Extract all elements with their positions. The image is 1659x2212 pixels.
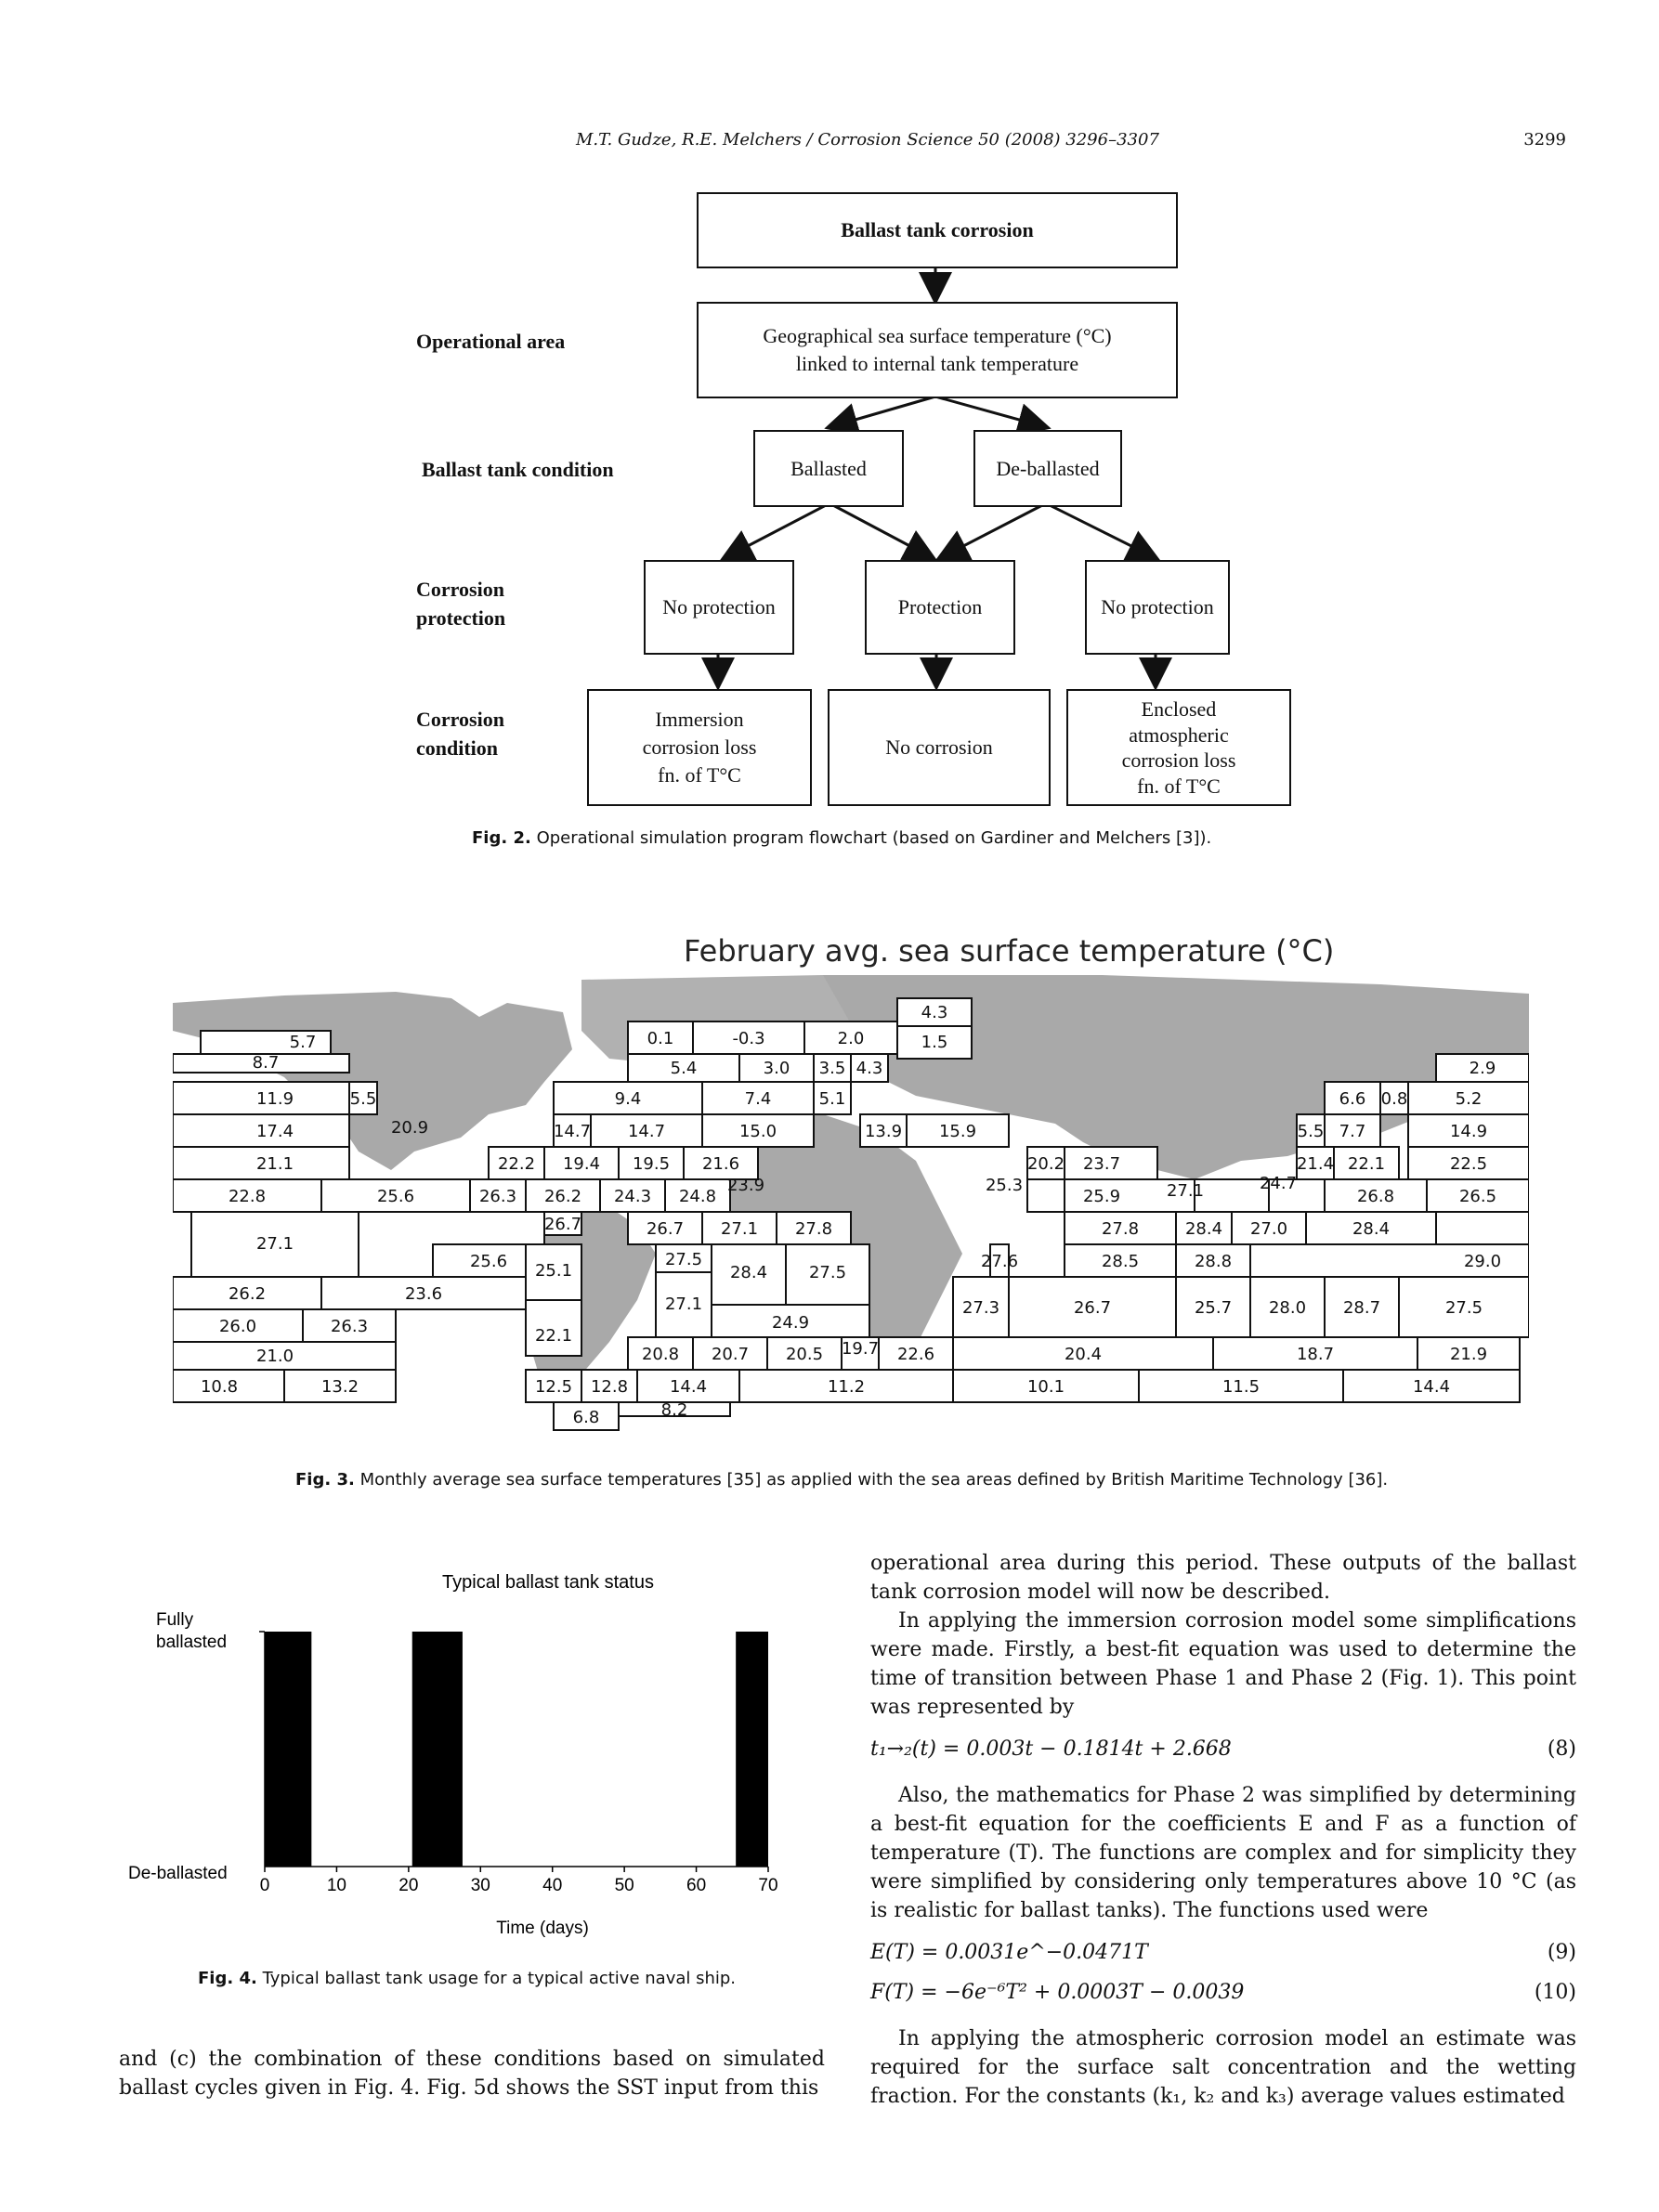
sst-value: 20.4 <box>1064 1345 1103 1364</box>
sst-value: 28.4 <box>729 1263 768 1282</box>
sst-value: 28.7 <box>1342 1298 1381 1318</box>
fig4-caption-label: Fig. 4. <box>198 1969 257 1988</box>
equation-10-number: (10) <box>1534 1981 1576 2004</box>
label-tank-condition: Ballast tank condition <box>422 458 614 481</box>
page-number: 3299 <box>1523 130 1566 150</box>
sst-value: 26.8 <box>1356 1187 1395 1206</box>
sst-value: 3.0 <box>763 1059 790 1078</box>
x-tick-label: 30 <box>470 1876 490 1895</box>
sst-value: 4.3 <box>856 1059 883 1078</box>
y-label-deballasted: De-ballasted <box>128 1864 228 1883</box>
x-tick-label: 50 <box>614 1876 634 1895</box>
sst-box-line1: Geographical sea surface temperature (°C) <box>763 324 1112 348</box>
sst-value: 14.9 <box>1449 1122 1488 1141</box>
journal-citation: M.T. Gudze, R.E. Melchers / Corrosion Science 50 (2008) 3296–3307 <box>576 130 1159 150</box>
protection-label: Protection <box>897 595 983 619</box>
sst-value: 4.3 <box>921 1003 948 1022</box>
sst-value: 29.0 <box>1463 1252 1502 1271</box>
label-corrosion-protection-line2: protection <box>416 605 506 630</box>
ballasted-bar <box>412 1632 463 1867</box>
ballasted-bar <box>736 1632 768 1867</box>
paragraph-4: In applying the atmospheric corrosion model an estimate was required for the surface salt concentration and the wetting fraction. For the constants (k₁, k₂ and k₃) average values estimated <box>870 2027 1576 2108</box>
sst-value: 25.9 <box>1082 1187 1121 1206</box>
fig4-caption <box>198 1969 736 1988</box>
ballast-tank-corrosion-box <box>697 192 1178 268</box>
x-tick-label: 60 <box>686 1876 707 1895</box>
enclosed-line2: atmospheric <box>1129 722 1229 747</box>
sst-value: 27.0 <box>1249 1219 1288 1239</box>
sst-value: 27.1 <box>664 1295 703 1314</box>
sst-value: 27.8 <box>1101 1219 1140 1239</box>
sea-temperature-map <box>173 975 1529 1439</box>
sst-value: 26.2 <box>228 1284 267 1304</box>
sst-value: 28.4 <box>1184 1219 1223 1239</box>
sst-value: 19.4 <box>562 1154 601 1174</box>
enclosed-line4: fn. of T°C <box>1137 774 1221 798</box>
sst-value: 0.8 <box>1380 1089 1408 1109</box>
sst-value: 27.5 <box>1444 1298 1483 1318</box>
label-corrosion-condition-line1: Corrosion <box>416 708 504 731</box>
sst-value: 18.7 <box>1296 1345 1335 1364</box>
sst-value: 1.5 <box>921 1033 948 1052</box>
sst-value: 2.0 <box>837 1029 865 1048</box>
fig2-caption-text: Operational simulation program flowchart (based on Gardiner and Melchers [3]). <box>536 828 1212 848</box>
sst-value: 25.1 <box>534 1261 573 1281</box>
enclosed-line1: Enclosed <box>1141 697 1217 721</box>
sst-value: 27.1 <box>1166 1181 1205 1201</box>
equation-9 <box>870 1941 1576 1964</box>
equation-9-expr: E(T) = 0.0031e^−0.0471T <box>870 1941 1148 1964</box>
y-label-fully: Fully <box>156 1610 194 1630</box>
sst-value: 13.9 <box>864 1122 903 1141</box>
fig3-caption-text: Monthly average sea surface temperatures [35] as applied with the sea areas defined by British Maritime Technology [36]. <box>359 1470 1389 1490</box>
immersion-line1: Immersion <box>655 708 744 732</box>
sst-value: 26.3 <box>478 1187 517 1206</box>
sst-value: 20.9 <box>390 1118 429 1138</box>
sst-value: 8.7 <box>252 1053 280 1073</box>
fig2-caption-label: Fig. 2. <box>472 828 531 848</box>
sst-value: 7.4 <box>744 1089 772 1109</box>
sst-value: 14.4 <box>1412 1377 1451 1397</box>
sst-value: 23.9 <box>726 1176 765 1195</box>
fig3-caption-label: Fig. 3. <box>295 1470 355 1490</box>
sst-value: 15.9 <box>938 1122 977 1141</box>
no-protection-right-box <box>1085 560 1230 655</box>
immersion-line3: fn. of T°C <box>658 762 741 787</box>
sst-value: 14.7 <box>553 1122 592 1141</box>
sst-value: 21.0 <box>255 1347 294 1366</box>
sst-value: 6.8 <box>572 1408 600 1427</box>
sst-value: 6.6 <box>1339 1089 1366 1109</box>
sst-value: 9.4 <box>614 1089 642 1109</box>
sst-value: 28.8 <box>1194 1252 1233 1271</box>
fig2-caption <box>472 828 1211 848</box>
x-tick-label: 20 <box>398 1876 419 1895</box>
sst-value: 26.7 <box>646 1219 685 1239</box>
sst-value: 26.3 <box>330 1317 369 1336</box>
sst-value: 19.5 <box>632 1154 671 1174</box>
sst-value: 27.8 <box>794 1219 833 1239</box>
sst-value: 23.6 <box>404 1284 443 1304</box>
ballasted-box <box>753 430 904 507</box>
ballasted-label: Ballasted <box>790 456 867 480</box>
sst-value: 10.1 <box>1026 1377 1065 1397</box>
sst-box-line2: linked to internal tank temperature <box>795 352 1079 375</box>
sst-value: 8.2 <box>660 1400 688 1420</box>
protection-box <box>865 560 1015 655</box>
sst-value: 28.0 <box>1268 1298 1307 1318</box>
paragraph-1: operational area during this period. These outputs of the ballast tank corrosion model will now be described. <box>870 1552 1576 1604</box>
sst-value: 7.7 <box>1339 1122 1366 1141</box>
x-axis-label: Time (days) <box>496 1919 589 1938</box>
sst-value: 13.2 <box>320 1377 359 1397</box>
sst-value: 26.2 <box>543 1187 582 1206</box>
fig3-caption <box>295 1470 1388 1490</box>
deballasted-box <box>973 430 1122 507</box>
sst-value: 14.7 <box>627 1122 666 1141</box>
equation-10-expr: F(T) = −6e⁻⁶T² + 0.0003T − 0.0039 <box>870 1981 1245 2004</box>
sst-value: 12.5 <box>534 1377 573 1397</box>
equation-9-number: (9) <box>1547 1941 1576 1964</box>
sst-value: 5.2 <box>1455 1089 1483 1109</box>
chart-plot-area <box>259 1632 778 1895</box>
sst-value: 22.8 <box>228 1187 267 1206</box>
sst-value: 17.4 <box>255 1122 294 1141</box>
sst-value: 28.4 <box>1352 1219 1391 1239</box>
sst-value: 27.3 <box>961 1298 1000 1318</box>
sst-value: 22.1 <box>1347 1154 1386 1174</box>
sst-value: 27.1 <box>255 1234 294 1254</box>
sst-value: 25.6 <box>469 1252 508 1271</box>
sst-value: 5.7 <box>289 1033 317 1052</box>
sst-value: 22.1 <box>534 1326 573 1346</box>
paragraph-3: Also, the mathematics for Phase 2 was simplified by determining a best-fit equation for the coefficients E and F as a function of temperature (T). The functions are complex and for simplicity they were simplified by considering only temperatures above 10 °C (as is realistic for ballast tanks). The functions used were <box>870 1784 1576 1922</box>
sst-value: 12.8 <box>590 1377 629 1397</box>
sst-value: 23.7 <box>1082 1154 1121 1174</box>
sst-value: 26.0 <box>218 1317 257 1336</box>
sst-value: 5.5 <box>349 1089 377 1109</box>
equation-8-expr: t₁→₂(t) = 0.003t − 0.1814t + 2.668 <box>870 1737 1232 1761</box>
x-tick-label: 0 <box>259 1876 270 1895</box>
no-protection-right-label: No protection <box>1101 595 1214 619</box>
sst-box <box>697 302 1178 398</box>
sst-value: 22.2 <box>497 1154 536 1174</box>
sst-value: 5.4 <box>670 1059 698 1078</box>
sst-value: 20.5 <box>785 1345 824 1364</box>
sst-value: 21.1 <box>255 1154 294 1174</box>
ballasted-bar <box>265 1632 311 1867</box>
label-operational-area: Operational area <box>416 330 566 353</box>
sst-value: 26.7 <box>543 1215 582 1234</box>
chart-title: Typical ballast tank status <box>442 1572 654 1593</box>
sst-value: 11.2 <box>827 1377 866 1397</box>
y-label-ballasted: ballasted <box>156 1633 228 1652</box>
ballast-status-chart <box>121 1560 836 1950</box>
x-tick-label: 40 <box>542 1876 563 1895</box>
x-tick-label: 10 <box>326 1876 346 1895</box>
sst-value: 14.4 <box>669 1377 708 1397</box>
label-corrosion-condition-line2: condition <box>416 735 499 760</box>
top-box-label: Ballast tank corrosion <box>841 218 1034 242</box>
sst-value: 25.6 <box>376 1187 415 1206</box>
fig3-title: February avg. sea surface temperature (°C) <box>684 933 1335 969</box>
sst-value: 2.9 <box>1469 1059 1496 1078</box>
sst-value: 28.5 <box>1101 1252 1140 1271</box>
enclosed-line3: corrosion loss <box>1121 748 1236 772</box>
no-corrosion-box <box>828 689 1051 806</box>
sst-value: 5.5 <box>1297 1122 1325 1141</box>
sst-value: 21.9 <box>1449 1345 1488 1364</box>
immersion-line2: corrosion loss <box>642 735 757 760</box>
sst-value: 5.1 <box>818 1089 846 1109</box>
sst-value: 25.3 <box>985 1176 1024 1195</box>
sst-value: 15.0 <box>738 1122 777 1141</box>
sst-value: 3.5 <box>818 1059 846 1078</box>
sst-value: 24.9 <box>771 1313 810 1333</box>
no-corrosion-label: No corrosion <box>885 735 993 760</box>
sst-value: 11.5 <box>1221 1377 1261 1397</box>
label-corrosion-condition <box>416 706 504 763</box>
immersion-corrosion-box <box>587 689 812 806</box>
sst-value: 22.5 <box>1449 1154 1488 1174</box>
fig4-caption-text: Typical ballast tank usage for a typical active naval ship. <box>262 1969 737 1988</box>
no-protection-left-label: No protection <box>662 595 776 619</box>
deballasted-label: De-ballasted <box>996 456 1100 480</box>
equation-8-number: (8) <box>1547 1737 1576 1761</box>
sst-value: 11.9 <box>255 1089 294 1109</box>
sst-value: -0.3 <box>732 1029 765 1048</box>
sst-value: 27.5 <box>664 1250 703 1269</box>
sst-value: 27.1 <box>720 1219 759 1239</box>
sst-value: 26.7 <box>1073 1298 1112 1318</box>
sst-value: 25.7 <box>1194 1298 1233 1318</box>
paragraph-2: In applying the immersion corrosion model some simplifications were made. Firstly, a best-fit equation was used to determine the time of transition between Phase 1 and Phase 2 (Fig. 1). This point was represented by <box>870 1609 1576 1719</box>
equation-8 <box>870 1737 1576 1761</box>
sst-value: 0.1 <box>647 1029 674 1048</box>
sst-value: 19.7 <box>841 1339 880 1359</box>
left-column-text: and (c) the combination of these conditions based on simulated ballast cycles given in Fig. 4. Fig. 5d shows the SST input from this <box>119 2048 825 2100</box>
label-corrosion-protection <box>416 576 505 633</box>
no-protection-left-box <box>644 560 794 655</box>
sst-value: 21.4 <box>1296 1154 1335 1174</box>
sst-value: 24.3 <box>613 1187 652 1206</box>
sst-value: 20.7 <box>711 1345 750 1364</box>
sst-value: 20.2 <box>1026 1154 1065 1174</box>
sst-value: 26.5 <box>1458 1187 1497 1206</box>
sst-value: 27.5 <box>808 1263 847 1282</box>
sst-value: 24.8 <box>678 1187 717 1206</box>
sst-value: 22.6 <box>896 1345 935 1364</box>
sst-value: 20.8 <box>641 1345 680 1364</box>
sst-value: 21.6 <box>701 1154 740 1174</box>
equation-10 <box>870 1981 1576 2004</box>
sst-value: 27.6 <box>980 1252 1019 1271</box>
sst-value: 24.7 <box>1259 1174 1298 1193</box>
sst-value: 10.8 <box>200 1377 239 1397</box>
enclosed-atmospheric-box <box>1066 689 1291 806</box>
x-tick-label: 70 <box>758 1876 778 1895</box>
label-corrosion-protection-line1: Corrosion <box>416 578 504 601</box>
